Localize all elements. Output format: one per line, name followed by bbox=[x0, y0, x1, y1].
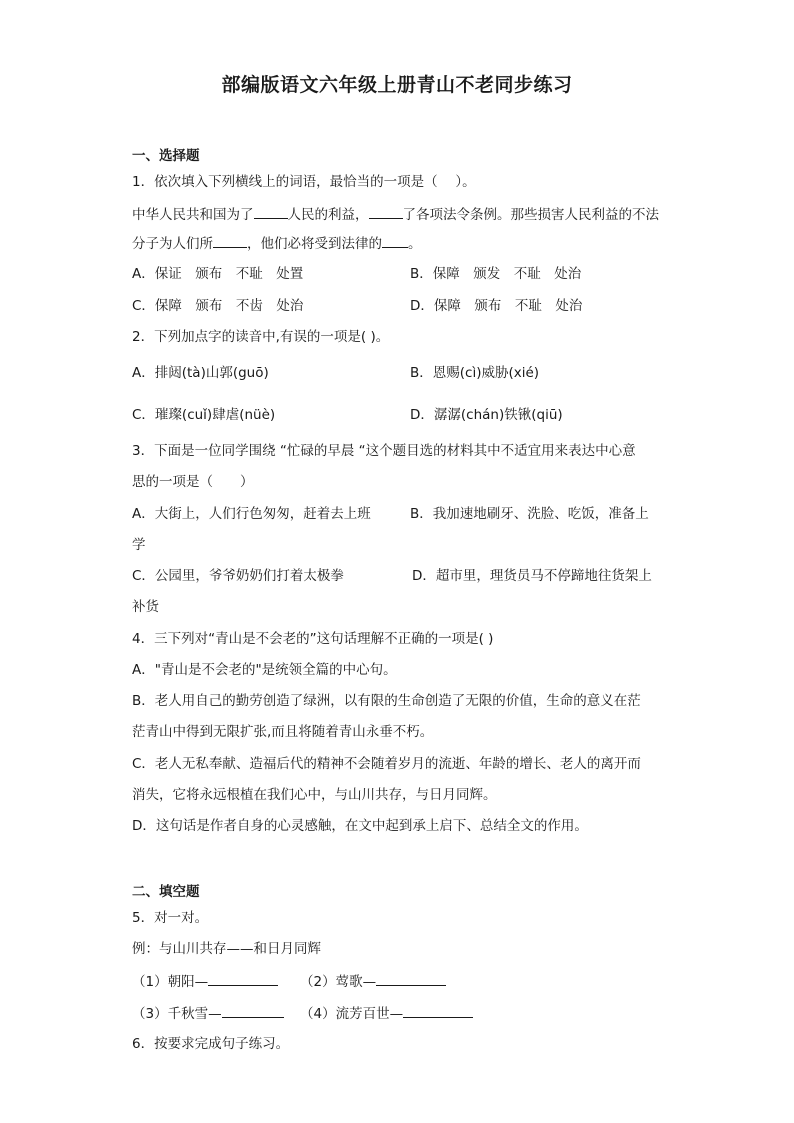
question-4-option-c: C．老人无私奉献、造福后代的精神不会随着岁月的流逝、年龄的增长、老人的离开而 bbox=[132, 756, 641, 772]
section-heading-fill: 二、填空题 bbox=[132, 884, 200, 900]
passage-text: 。 bbox=[408, 236, 422, 252]
question-4-stem: 4．三下列对“青山是不会老的”这句话理解不正确的一项是( ) bbox=[132, 631, 494, 647]
question-2-option-c: C．璀璨(cuǐ)肆虐(nüè) bbox=[132, 407, 276, 423]
question-4-option-c-wrap: 消失，它将永远根植在我们心中，与山川共存，与日月同辉。 bbox=[132, 787, 497, 803]
question-3-option-c: C．公园里，爷爷奶奶们打着太极拳 bbox=[132, 568, 344, 584]
item-label: （4）流芳百世— bbox=[300, 1006, 404, 1022]
question-4-option-b: B．老人用自己的勤劳创造了绿洲，以有限的生命创造了无限的价值，生命的意义在茫 bbox=[132, 693, 641, 709]
question-5-stem: 5．对一对。 bbox=[132, 910, 209, 926]
passage-text: 中华人民共和国为了 bbox=[132, 207, 254, 223]
fill-blank bbox=[208, 972, 278, 986]
page-title: 部编版语文六年级上册青山不老同步练习 bbox=[221, 74, 573, 96]
question-1-option-b: B．保障 颁发 不耻 处治 bbox=[410, 266, 582, 282]
item-label: （3）千秋雪— bbox=[132, 1006, 222, 1022]
question-1-stem: 1．依次填入下列横线上的词语，最恰当的一项是（ ）。 bbox=[132, 174, 476, 190]
item-label: （2）莺歌— bbox=[300, 974, 377, 990]
question-4-option-b-wrap: 茫青山中得到无限扩张,而且将随着青山永垂不朽。 bbox=[132, 724, 434, 740]
question-2-option-a: A．排闼(tà)山郭(guō) bbox=[132, 365, 269, 381]
question-3-option-d-wrap: 补货 bbox=[132, 599, 159, 615]
question-4-option-d: D．这句话是作者自身的心灵感触，在文中起到承上启下、总结全文的作用。 bbox=[132, 818, 588, 834]
question-1-option-c: C．保障 颁布 不齿 处治 bbox=[132, 298, 304, 314]
passage-text: 了各项法令条例。那些损害人民利益的不法 bbox=[402, 207, 659, 223]
passage-text: ，他们必将受到法律的 bbox=[247, 236, 382, 252]
question-3-option-a: A．大街上，人们行色匆匆，赶着去上班 bbox=[132, 506, 371, 522]
question-3-stem-line-2: 思的一项是（ ） bbox=[132, 474, 254, 490]
question-2-option-b: B．恩赐(cì)威胁(xié) bbox=[410, 365, 540, 381]
section-heading-choice: 一、选择题 bbox=[132, 148, 200, 164]
fill-blank bbox=[254, 205, 288, 219]
question-5-item-4 bbox=[300, 1004, 473, 1023]
question-5-item-3 bbox=[132, 1004, 284, 1023]
question-3-option-b: B．我加速地刷牙、洗脸、吃饭，准备上 bbox=[410, 506, 649, 522]
question-3-stem-line-1: 3．下面是一位同学围绕 “忙碌的早晨 “这个题目选的材料其中不适宜用来表达中心意 bbox=[132, 443, 636, 459]
question-3-option-d: D．超市里，理货员马不停蹄地往货架上 bbox=[412, 568, 652, 584]
question-2-stem: 2．下列加点字的读音中,有误的一项是( )。 bbox=[132, 329, 390, 345]
fill-blank bbox=[403, 1004, 473, 1018]
question-3-option-b-wrap: 学 bbox=[132, 537, 146, 553]
fill-blank bbox=[376, 972, 446, 986]
question-1-passage-line-2 bbox=[132, 234, 422, 253]
question-1-passage-line-1 bbox=[132, 205, 659, 224]
question-5-example: 例：与山川共存——和日月同辉 bbox=[132, 941, 321, 957]
question-6-stem: 6．按要求完成句子练习。 bbox=[132, 1036, 290, 1052]
question-2-option-d: D．潺潺(chán)铁锹(qiū) bbox=[410, 407, 563, 423]
fill-blank bbox=[222, 1004, 284, 1018]
passage-text: 人民的利益， bbox=[287, 207, 369, 223]
item-label: （1）朝阳— bbox=[132, 974, 209, 990]
question-4-option-a: A．"青山是不会老的"是统领全篇的中心句。 bbox=[132, 662, 397, 678]
fill-blank bbox=[369, 205, 403, 219]
question-1-option-a: A．保证 颁布 不耻 处置 bbox=[132, 266, 304, 282]
fill-blank bbox=[213, 234, 247, 248]
question-5-item-2 bbox=[300, 972, 446, 991]
passage-text: 分子为人们所 bbox=[132, 236, 213, 252]
question-5-item-1 bbox=[132, 972, 278, 991]
fill-blank bbox=[382, 234, 408, 248]
question-1-option-d: D．保障 颁布 不耻 处治 bbox=[410, 298, 583, 314]
